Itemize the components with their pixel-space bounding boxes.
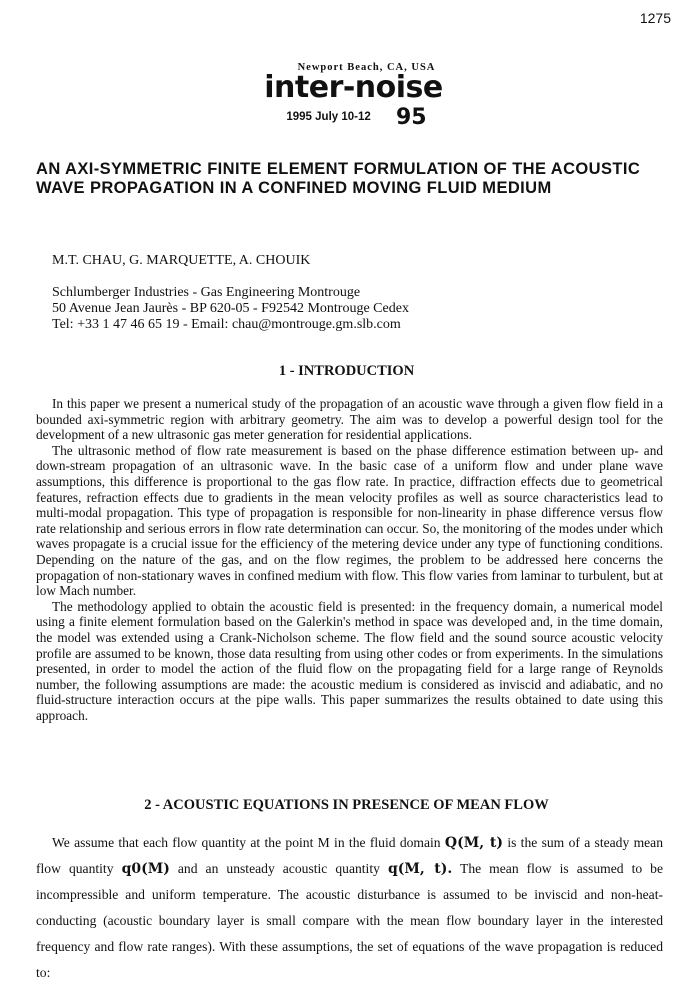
math-symbol-acoustic-quantity: q(M, t). <box>387 861 453 877</box>
affiliation-line: 50 Avenue Jean Jaurès - BP 620-05 - F92542 Montrouge Cedex <box>52 301 409 316</box>
text-run: is the sum of a steady mean flow quantity <box>36 835 664 876</box>
text-run: and an unsteady acoustic quantity <box>177 861 380 876</box>
affiliation-line: Tel: +33 1 47 46 65 19 - Email: chau@montrouge.gm.slb.com <box>52 317 401 332</box>
introduction-body <box>36 396 663 723</box>
conference-year-mark: 95 <box>395 105 427 130</box>
section-heading-introduction: 1 - INTRODUCTION <box>278 363 415 379</box>
authors: M.T. CHAU, G. MARQUETTE, A. CHOUIK <box>52 253 311 268</box>
math-symbol-mean-quantity: q0(M) <box>121 861 170 877</box>
paragraph <box>36 830 663 986</box>
paragraph: The methodology applied to obtain the acoustic field is presented: in the frequency domain, a numerical model using a finite element formulation based on the Galerkin's method in space was developed and, in the time domain, the model was extended using a Crank-Nicholson scheme. The flow field and the sound source acoustic velocity profile are assumed to be known, those data resulting from using other codes or from experiments. In the simulations presented, in order to model the action of the fluid flow on the propagating field for a large range of Reynolds number, the following assumptions are made: the acoustic medium is considered as inviscid and adiabatic, and no fluid-structure interaction occurs at the pipe walls. This paper summarizes the results obtained to date using this approach. <box>36 598 663 723</box>
section-heading-acoustic-equations: 2 - ACOUSTIC EQUATIONS IN PRESENCE OF MEAN FLOW <box>144 797 549 813</box>
conference-logo: inter-noise <box>264 70 443 105</box>
acoustic-equations-body <box>36 830 663 986</box>
math-symbol-total-quantity: Q(M, t) <box>444 835 503 851</box>
text-run: The mean flow is assumed to be incompressible and uniform temperature. The acoustic disturbance is assumed to be inviscid and non-heat-conducting (acoustic boundary layer is small compare with the mean flow boundary layer in the interested frequency and flow rate ranges). With these assumptions, the set of equations of the wave propagation is reduced to: <box>36 861 664 980</box>
text-run: We assume that each flow quantity at the point M in the fluid domain <box>52 835 441 850</box>
conference-date-row <box>20 105 693 130</box>
affiliation-line: Schlumberger Industries - Gas Engineering Montrouge <box>52 285 361 300</box>
conference-dates: 1995 July 10-12 <box>286 111 371 123</box>
conference-header <box>0 62 693 130</box>
paper-title: AN AXI-SYMMETRIC FINITE ELEMENT FORMULATION OF THE ACOUSTIC WAVE PROPAGATION IN A CONFINED MOVING FLUID MEDIUM <box>36 160 641 197</box>
conference-location: Newport Beach, CA, USA <box>297 62 436 73</box>
page-number: 1275 <box>639 10 671 26</box>
paragraph: The ultrasonic method of flow rate measurement is based on the phase difference estimation between up- and down-stream propagation of an ultrasonic wave. In the basic case of a uniform flow and under plane wave assumptions, this difference is proportional to the gas flow rate. In practice, diffraction effects due to geometrical features, refraction effects due to gradients in the mean velocity profiles as well as source characteristics lead to multi-modal propagation. This type of propagation is responsible for non-linearity in phase difference versus flow rate relationship and serious errors in flow rate determination can occur. So, the monitoring of the modes under which waves propagate is a crucial issue for the efficiency of the metering device under any type of functioning conditions. Depending on the nature of the gas, and on the flow regimes, the problem to be addressed here concerns the propagation of non-stationary waves in confined medium with flow. This flow varies from laminar to turbulent, but at low Mach number. <box>36 442 663 599</box>
affiliation <box>52 285 409 333</box>
paragraph: In this paper we present a numerical study of the propagation of an acoustic wave through a given flow field in a bounded axi-symmetric region with arbitrary geometry. The aim was to develop a powerful design tool for the development of a new ultrasonic gas meter generation for residential applications. <box>36 396 663 443</box>
